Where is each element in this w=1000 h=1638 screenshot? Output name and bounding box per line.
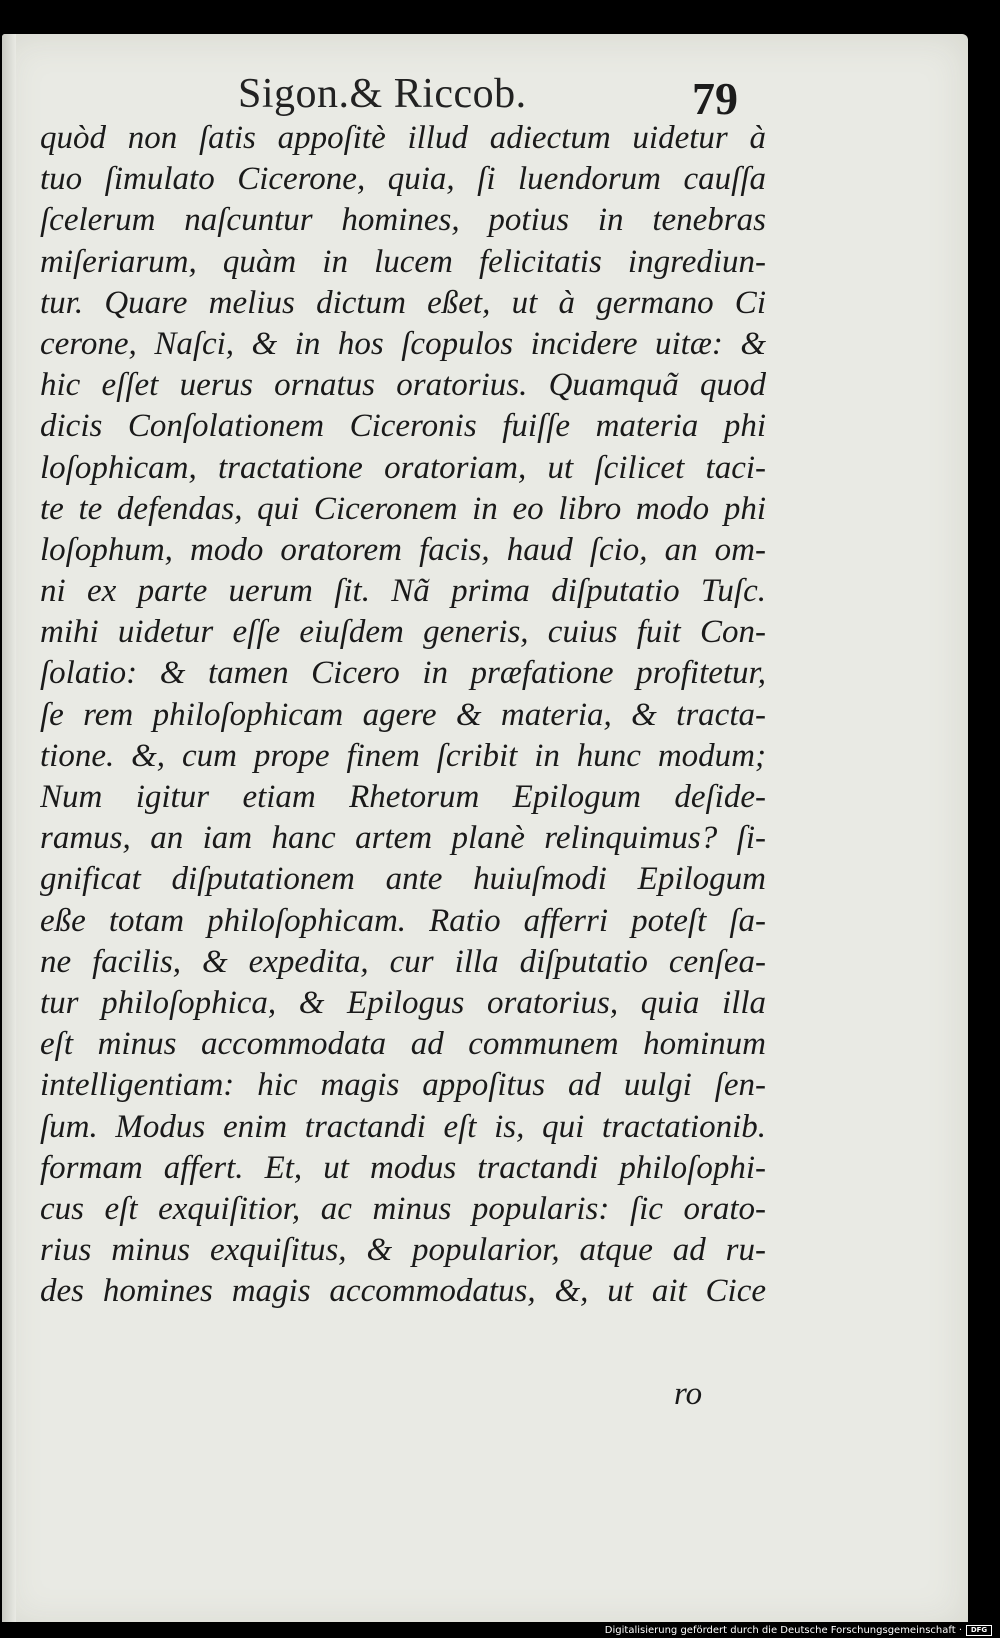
dfg-logo-text: DFG <box>970 1626 988 1634</box>
dfg-logo-icon <box>966 1625 992 1636</box>
text-line: des homines magis accommodatus, &, ut ait Cice <box>40 1273 766 1310</box>
text-line: ſum. Modus enim tractandi eſt is, qui tractationib. <box>40 1108 766 1145</box>
catchword: ro <box>674 1376 703 1412</box>
text-line: tur philoſophica, & Epilogus oratorius, quia illa <box>40 984 766 1021</box>
running-head <box>2 64 968 126</box>
text-line: intelligentiam: hic magis appoſitus ad uulgi ſen- <box>40 1067 766 1104</box>
text-line: cus eſt exquiſitior, ac minus popularis: ſic orato- <box>40 1190 766 1227</box>
text-line: tuo ſimulato Cicerone, quia, ſi luendorum cauſſa <box>40 161 766 198</box>
footer-credit: Digitalisierung gefördert durch die Deutsche Forschungsgemeinschaft · <box>604 1625 962 1636</box>
book-page <box>2 34 968 1628</box>
page-gutter-shadow <box>2 34 16 1628</box>
text-line: gnificat diſputationem ante huiuſmodi Epilogum <box>40 861 766 898</box>
footer-bar <box>0 1622 1000 1638</box>
text-line: tur. Quare melius dictum eßet, ut à germano Ci <box>40 284 766 321</box>
text-line: ni ex parte uerum ſit. Nã prima diſputatio Tuſc. <box>40 573 766 610</box>
text-line: eßе totam philoſophicam. Ratio afferri poteſt ſa- <box>40 902 766 939</box>
text-line: formam affert. Et, ut modus tractandi philoſophi- <box>40 1149 766 1186</box>
text-line: dicis Conſolationem Ciceronis fuiſſe materia phi <box>40 408 766 445</box>
text-line: tione. &, cum prope finem ſcribit in hunc modum; <box>40 737 766 774</box>
text-line: ſolatio: & tamen Cicero in præfatione profitetur, <box>40 655 766 692</box>
text-line: cerone, Naſci, & in hos ſcopulos incidere uitæ: & <box>40 325 766 362</box>
text-line: rius minus exquiſitus, & popularior, atque ad ru- <box>40 1232 766 1269</box>
text-line: quòd non ſatis appoſitè illud adiectum uidetur à <box>40 120 766 156</box>
text-line: miſeriarum, quàm in lucem felicitatis ingrediun- <box>40 243 766 280</box>
text-line: hic eſſet uerus ornatus oratorius. Quamquã quod <box>40 367 766 404</box>
text-line: ne facilis, & expedita, cur illa diſputatio cenſea- <box>40 943 766 980</box>
text-line: ſe rem philoſophicam agere & materia, & tracta- <box>40 696 766 733</box>
running-head-title: Sigon.& Riccob. <box>238 71 527 117</box>
text-line: te te defendas, qui Ciceronem in eo libro modo phi <box>40 490 766 527</box>
text-line: ſcelerum naſcuntur homines, potius in tenebras <box>40 202 766 239</box>
text-line: ramus, an iam hanc artem planè relinquimus? ſi- <box>40 820 766 857</box>
text-line: loſophicam, tractatione oratoriam, ut ſcilicet taci- <box>40 449 766 486</box>
text-line: loſophum, modo oratorem facis, haud ſcio, an om- <box>40 531 766 568</box>
body-text <box>40 118 766 1312</box>
text-line: Num igitur etiam Rhetorum Epilogum deſide- <box>40 779 766 815</box>
text-line: eſt minus accommodata ad communem hominum <box>40 1026 766 1063</box>
page-number: 79 <box>692 73 738 124</box>
text-line: mihi uidetur eſſe eiuſdem generis, cuius fuit Con- <box>40 614 766 651</box>
